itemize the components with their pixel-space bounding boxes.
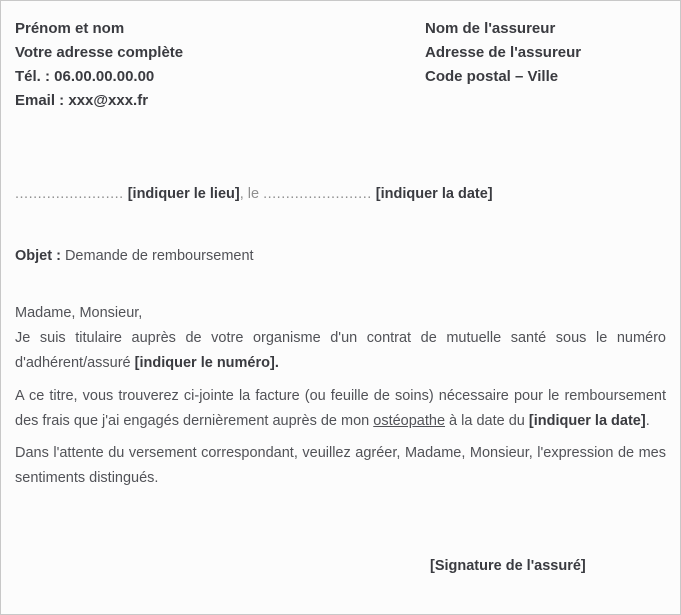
sender-email: Email : xxx@xxx.fr [15, 92, 149, 109]
care-date-placeholder: [indiquer la date] [528, 413, 646, 429]
p1-text: Je suis titulaire auprès de votre organisme d'un contrat de mutuelle santé sous le numéro d'adhérent/assuré [15, 330, 666, 371]
letter-header [15, 17, 666, 113]
member-number-placeholder: [indiquer le numéro]. [134, 355, 279, 371]
place-date-line [15, 182, 666, 207]
salutation: Madame, Monsieur, [15, 305, 143, 321]
date-placeholder: [indiquer la date] [375, 186, 493, 202]
recipient-postal-city: Code postal – Ville [425, 68, 559, 85]
paragraph-introduction [15, 301, 666, 376]
subject-line [15, 244, 666, 269]
p2-text-before: A ce titre, vous trouverez ci-jointe la facture (ou feuille de soins) nécessaire pour le remboursement des frais que j'ai engagés dernièrement auprès de mon [15, 388, 666, 429]
sender-address: Votre adresse complète [15, 44, 184, 61]
place-placeholder: [indiquer le lieu] [127, 186, 240, 202]
osteopathe-link[interactable]: ostéopathe [373, 413, 446, 429]
subject-label: Objet : [15, 248, 61, 264]
place-dots: ........................ [15, 186, 124, 202]
p2-period: . [645, 413, 650, 429]
paragraph-closing: Dans l'attente du versement correspondant, veuillez agréer, Madame, Monsieur, l'expression de mes sentiments distingués. [15, 445, 666, 486]
sender-name: Prénom et nom [15, 20, 125, 37]
recipient-block [425, 17, 581, 89]
subject-value: Demande de remboursement [64, 248, 254, 264]
date-dots: ........................ [263, 186, 372, 202]
date-separator: , le [239, 186, 260, 202]
recipient-name: Nom de l'assureur [425, 20, 556, 37]
p2-text-middle: à la date du [449, 413, 525, 429]
paragraph-request [15, 384, 666, 434]
signature-placeholder: [Signature de l'assuré] [430, 558, 586, 574]
sender-phone: Tél. : 06.00.00.00.00 [15, 68, 155, 85]
recipient-address: Adresse de l'assureur [425, 44, 582, 61]
